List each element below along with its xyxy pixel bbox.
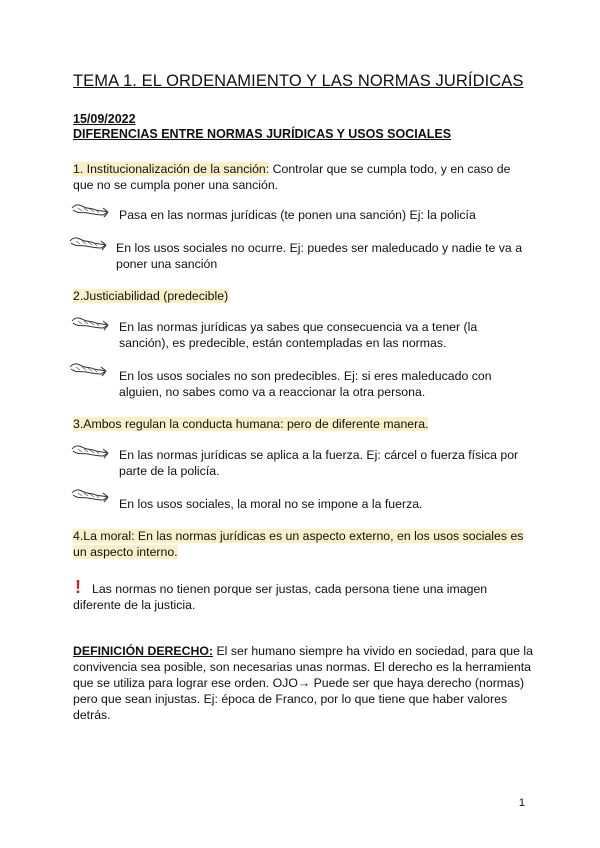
note-text: Las normas no tienen porque ser justas, cada persona tiene una imagen diferente de la justicia. <box>73 582 488 612</box>
hand-drawn-arrow-icon <box>68 232 114 252</box>
date: 15/09/2022 <box>73 112 136 126</box>
section-3-paragraph <box>73 416 428 432</box>
hand-drawn-arrow-icon <box>70 312 116 332</box>
section-3-heading: 3.Ambos regulan la conducta humana: pero de diferente manera. <box>73 417 429 431</box>
section-2-bullet-2: En los usos sociales no son predecibles. Ej: si eres maleducado con alguien, no sabes como va a reaccionar la otra persona. <box>119 369 492 399</box>
page-title: TEMA 1. EL ORDENAMIENTO Y LAS NORMAS JURÍDICAS <box>73 72 524 90</box>
hand-drawn-arrow-icon <box>70 440 116 460</box>
section-4-heading: 4.La moral: En las normas jurídicas es un aspecto externo, en los usos sociales es un aspecto interno. <box>73 529 524 559</box>
section-4-paragraph <box>73 528 528 560</box>
exclamation-icon: ! <box>75 577 81 597</box>
definition-label: DEFINICIÓN DERECHO: <box>73 644 214 658</box>
section-1-bullet-2: En los usos sociales no ocurre. Ej: puedes ser maleducado y nadie te va a poner una sanción <box>116 241 523 271</box>
hand-drawn-arrow-icon <box>70 484 116 504</box>
section-2-paragraph <box>73 288 228 304</box>
hand-drawn-arrow-icon <box>70 199 116 219</box>
section-3-bullet-1: En las normas jurídicas se aplica a la fuerza. Ej: cárcel o fuerza física por parte de la policía. <box>119 448 519 478</box>
section-2-bullet-1: En las normas jurídicas ya sabes que consecuencia va a tener (la sanción), es predecible, están contempladas en las normas. <box>119 320 478 350</box>
section-1-heading-rest: Controlar que se cumpla todo, y en caso de que no se cumpla poner una sanción. <box>73 162 511 192</box>
section-1-heading: 1. Institucionalización de la sanción: <box>73 162 270 176</box>
section-1-paragraph <box>73 161 533 193</box>
section-3-bullet-2: En los usos sociales, la moral no se impone a la fuerza. <box>119 497 423 511</box>
hand-drawn-arrow-icon <box>68 358 114 378</box>
definition-text: El ser humano siempre ha vivido en sociedad, para que la convivencia sea posible, son necesarias unas normas. El derecho es la herramienta que se utiliza para lograr ese orden. OJO→ Puede ser que haya derecho (normas) pero que sean injustas. Ej: época de Franco, por lo que tiene que haber valores detrás. <box>73 644 533 722</box>
definition-paragraph <box>73 643 533 723</box>
page-number: 1 <box>518 797 525 809</box>
section-1-bullet-1: Pasa en las normas jurídicas (te ponen una sanción) Ej: la policía <box>119 208 476 222</box>
section-subtitle: DIFERENCIAS ENTRE NORMAS JURÍDICAS Y USOS SOCIALES <box>73 127 452 141</box>
section-2-heading: 2.Justiciabilidad (predecible) <box>73 289 229 303</box>
